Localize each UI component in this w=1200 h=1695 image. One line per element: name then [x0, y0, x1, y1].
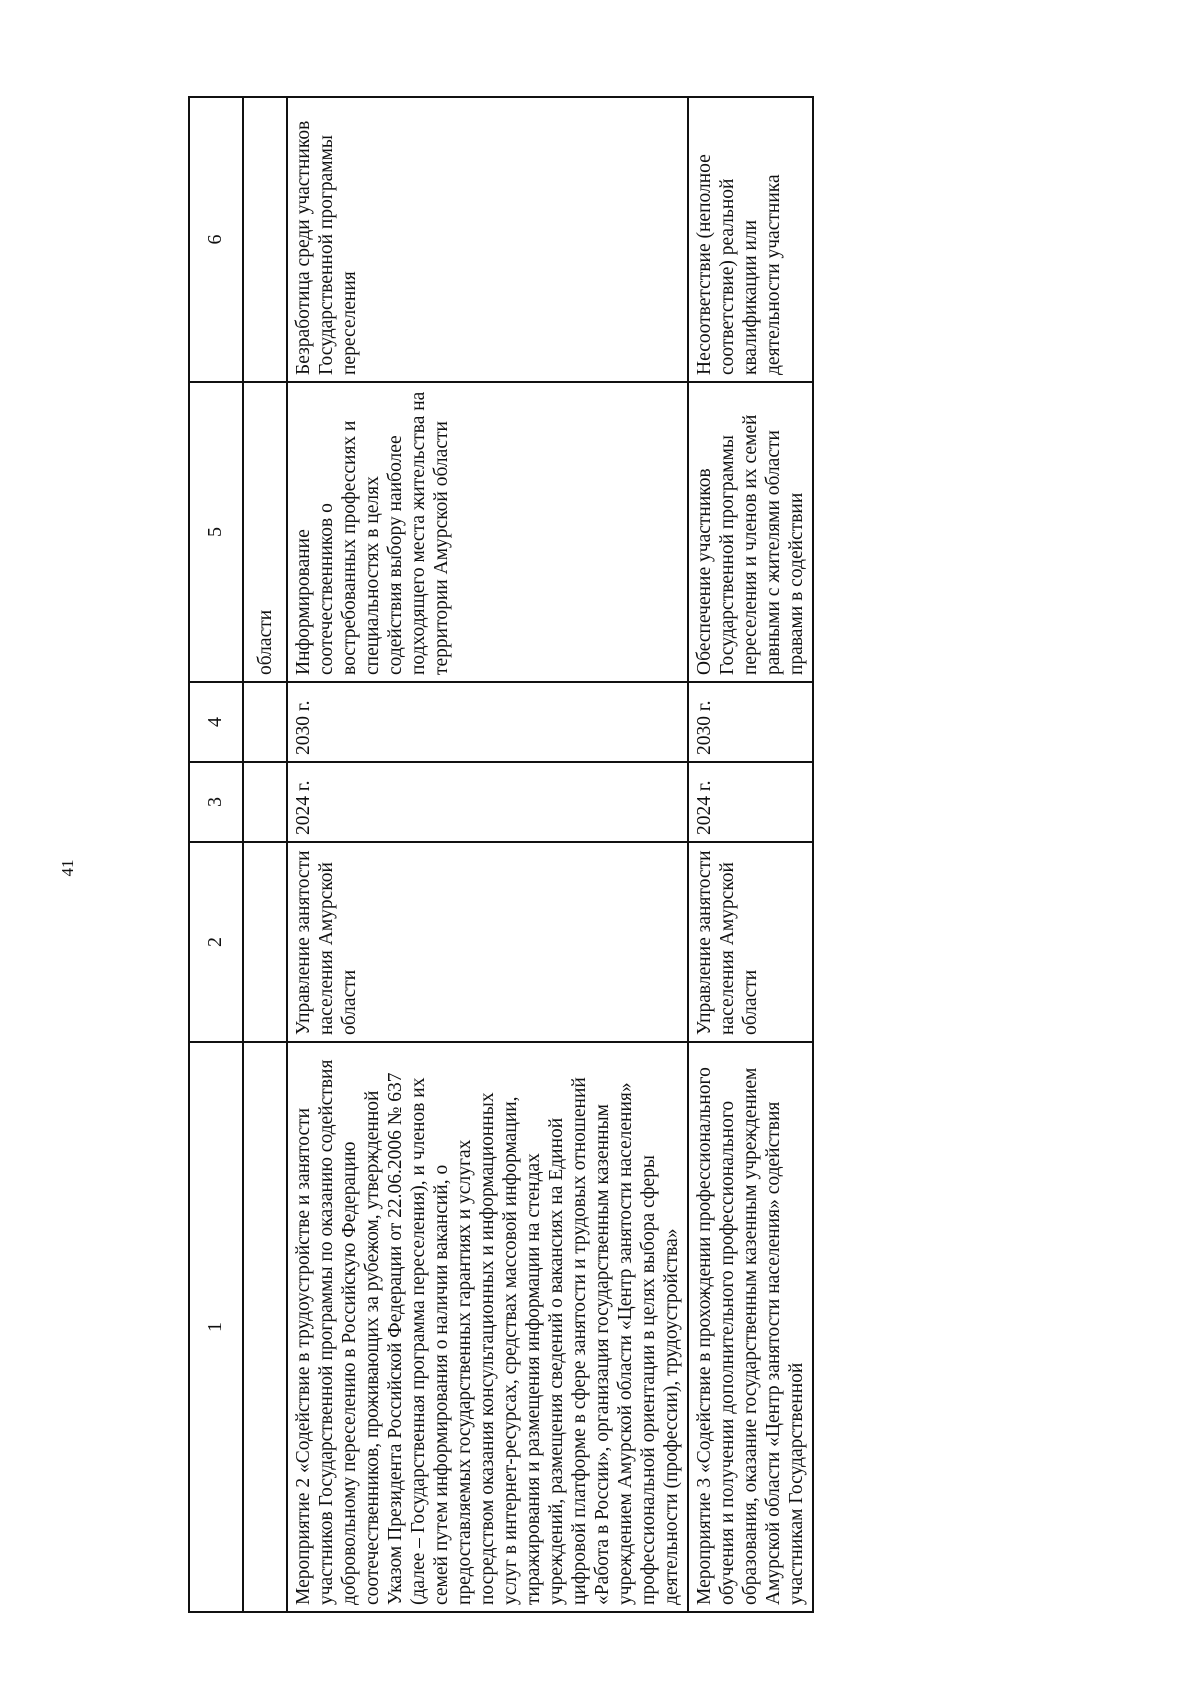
continuation-cell: [243, 1042, 287, 1612]
rotated-table-wrapper: [188, 98, 1148, 1613]
header-col-6: 6: [189, 97, 243, 382]
executor-cell: Управление занятости населения Амурской области: [688, 842, 813, 1042]
header-col-4: 4: [189, 682, 243, 762]
result-cell: Информирование соотечественников о востребованных профессиях и специальностях в целях содействия выбору наиболее подходящего места жительства на территории Амурской области: [287, 382, 688, 682]
continuation-cell: [243, 682, 287, 762]
end-cell: 2030 г.: [688, 682, 813, 762]
start-cell: 2024 г.: [688, 762, 813, 842]
rotated-table-frame: [188, 98, 1148, 1613]
table-row: [287, 97, 688, 1612]
start-cell: 2024 г.: [287, 762, 688, 842]
event-cell: Мероприятие 3 «Содействие в прохождении профессионального обучения и получении дополнительного профессионального образования, оказание государственным казенным учреждением Амурской области «Центр занятости населения» содействия участникам Государственной: [688, 1042, 813, 1612]
continuation-cell: [243, 842, 287, 1042]
header-col-1: 1: [189, 1042, 243, 1612]
header-row: [189, 97, 243, 1612]
continuation-cell: [243, 762, 287, 842]
continuation-cell: области: [243, 382, 287, 682]
result-cell: Обеспечение участников Государственной программы переселения и членов их семей равными с жителями области правами в содействии: [688, 382, 813, 682]
end-cell: 2030 г.: [287, 682, 688, 762]
continuation-cell: [243, 97, 287, 382]
executor-cell: Управление занятости населения Амурской области: [287, 842, 688, 1042]
header-col-3: 3: [189, 762, 243, 842]
continuation-row: [243, 97, 287, 1612]
event-cell: Мероприятие 2 «Содействие в трудоустройстве и занятости участников Государственной программы по оказанию содействия добровольному переселению в Российскую Федерацию соотечественников, проживающих за рубежом, утвержденной Указом Президента Российской Федерации от 22.06.2006 № 637 (далее – Государственная программа переселения), и членов их семей путем информирования о наличии вакансий, о предоставляемых государственных гарантиях и услугах посредством оказания консультационных и информационных услуг в интернет-ресурсах, средствах массовой информации, тиражирования и размещения информации на стендах учреждений, размещения сведений о вакансиях на Единой цифровой платформе в сфере занятости и трудовых отношений «Работа в России», организация государственным казенным учреждением Амурской области «Центр занятости населения» профессиональной ориентации в целях выбора сферы деятельности (профессии), трудоустройства»: [287, 1042, 688, 1612]
header-col-5: 5: [189, 382, 243, 682]
risk-cell: Несоответствие (неполное соответствие) реальной квалификации или деятельности участника: [688, 97, 813, 382]
table-row: [688, 97, 813, 1612]
measures-table: [188, 96, 814, 1613]
page-number: 41: [58, 859, 77, 877]
risk-cell: Безработица среди участников Государственной программы переселения: [287, 97, 688, 382]
header-col-2: 2: [189, 842, 243, 1042]
